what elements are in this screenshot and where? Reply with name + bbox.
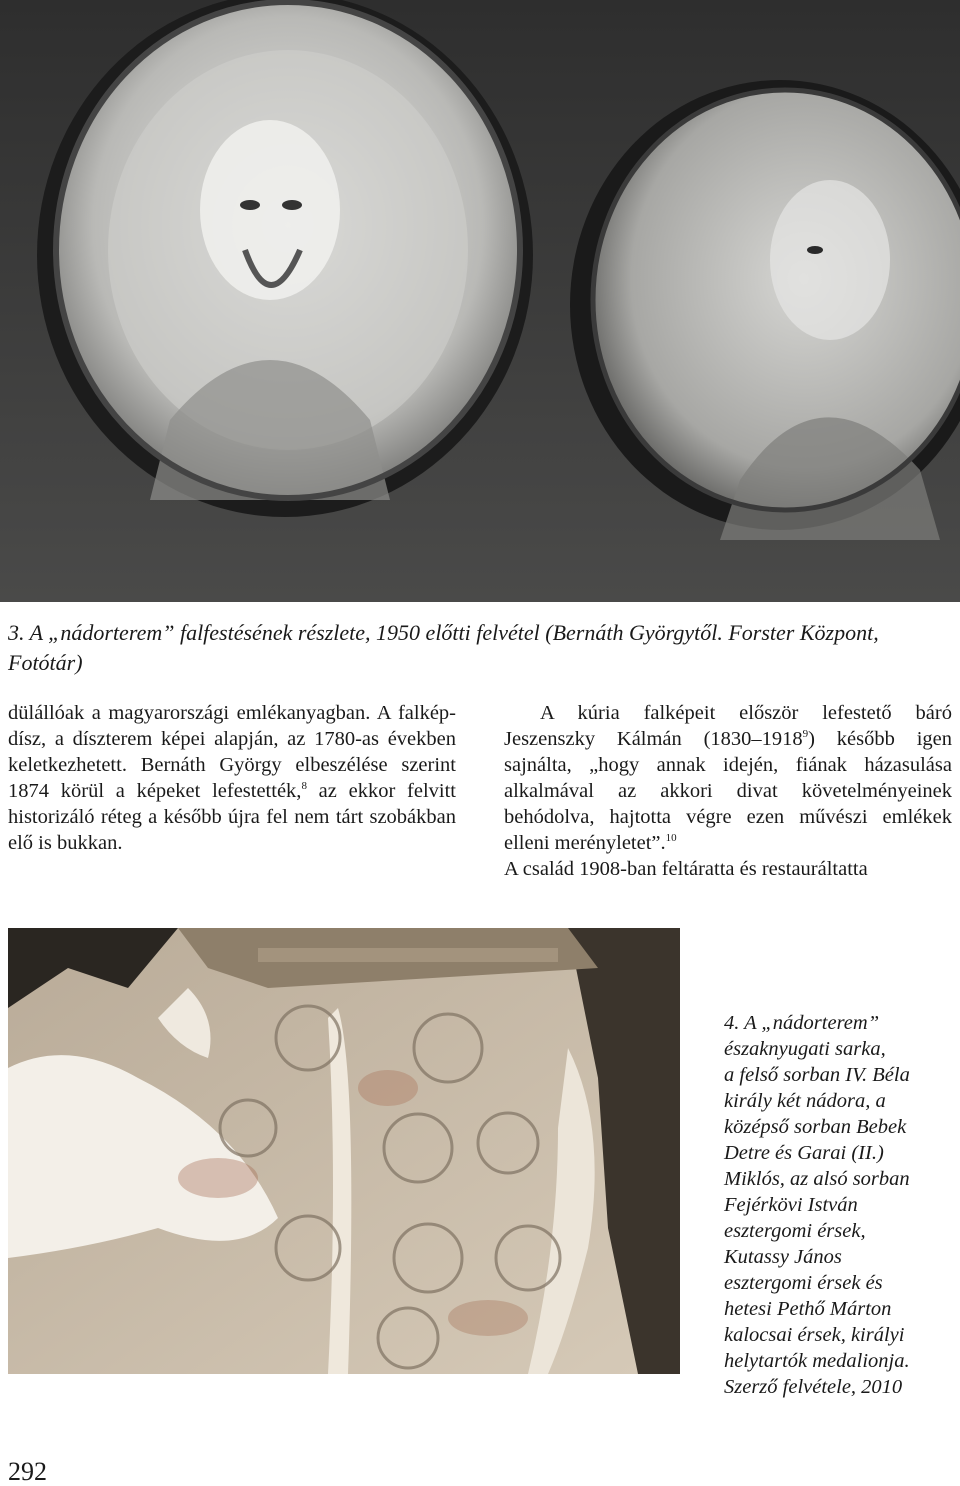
left-paragraph-text: dülállóak a magyarországi emlékanyagban. A falkép-dísz, a díszterem képei alapján, az 1780-as években keletkezhetett. Bernáth György elbeszélése szerint 1874 körül a képeket lefestették, (8, 702, 456, 802)
caption-line: Kutassy János (724, 1246, 842, 1268)
footnote-ref-8: 8 (301, 780, 307, 793)
wall-corner-photo (8, 928, 680, 1374)
right-paragraph-text-cont: ) később igen sajnálta, „hogy annak idején, fiának házasulása alkalmával az akkori divat követelményeinek behódolva, hajtotta végre ezen művészi emlékek elleni merényletet”. (504, 728, 952, 854)
medallion-photo-drawing (0, 0, 960, 602)
caption-line: a felső sorban IV. Béla (724, 1064, 910, 1086)
figure-3-caption: 3. A „nádorterem” falfestésének részlete, 1950 előtti felvétel (Bernáth Györgytől. Forster Központ, Fotótár) (8, 620, 879, 675)
caption-line: esztergomi érsek, (724, 1220, 866, 1242)
footnote-ref-9: 9 (802, 728, 809, 741)
page-number: 292 (8, 1457, 47, 1486)
caption-line: északnyugati sarka, (724, 1038, 886, 1060)
caption-line: király két nádora, a (724, 1090, 886, 1112)
figure-4-caption (724, 1010, 960, 1400)
caption-line: 4. A „nádorterem” (724, 1012, 880, 1034)
left-paragraph-text-cont: az ekkor felvitt historizáló réteg a később újra fel nem tárt szobákban elő is bukkan. (8, 780, 456, 854)
body-text-right-column (504, 700, 952, 882)
caption-line: kalocsai érsek, királyi (724, 1324, 905, 1346)
caption-line: Detre és Garai (II.) (724, 1142, 884, 1164)
medallion-photo (0, 0, 960, 602)
right-paragraph-text: A kúria falképeit először lefestető báró Jeszenszky Kálmán (1830–1918 (504, 702, 952, 750)
caption-line: hetesi Pethő Márton (724, 1298, 892, 1320)
caption-line: esztergomi érsek és (724, 1272, 883, 1294)
caption-line: Fejérkövi István (724, 1194, 858, 1216)
body-text-left-column (8, 700, 456, 856)
right-paragraph-text-end: A család 1908-ban feltáratta és restauráltatta (504, 858, 868, 880)
footnote-ref-10: 10 (665, 832, 677, 845)
caption-line: helytartók medalionja. (724, 1350, 910, 1372)
wall-corner-photo-drawing (8, 928, 680, 1374)
caption-line: Szerző felvétele, 2010 (724, 1376, 903, 1398)
caption-line: középső sorban Bebek (724, 1116, 907, 1138)
caption-line: Miklós, az alsó sorban (724, 1168, 910, 1190)
